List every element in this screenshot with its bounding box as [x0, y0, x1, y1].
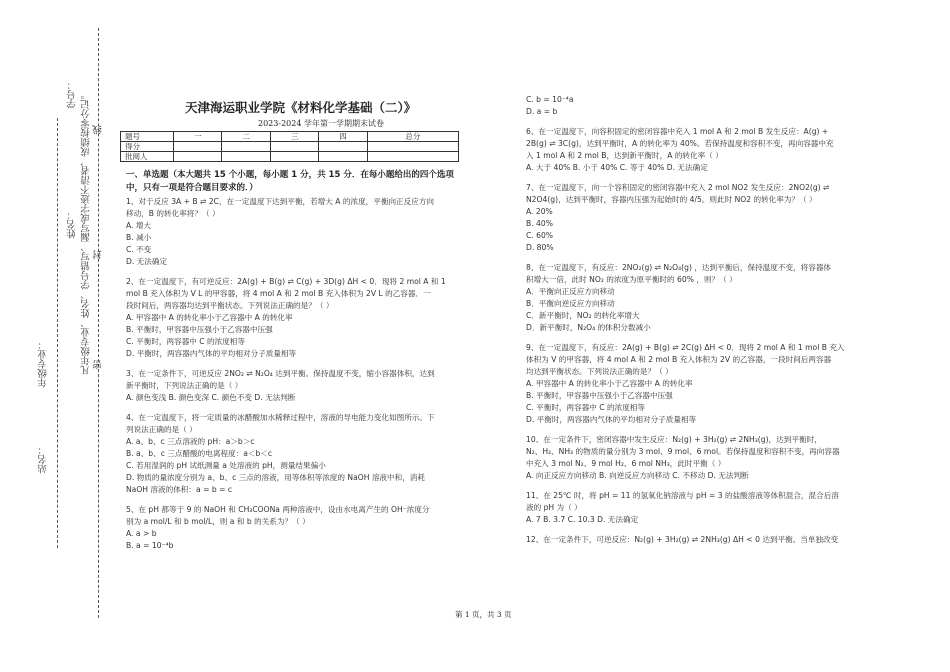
question-line: C. 若用湿润的 pH 试纸测量 a 处溶液的 pH，测量结果偏小: [126, 461, 326, 470]
question-line: 1、对于反应 3A + B ⇌ 2C，在一定温度下达到平衡，若增大 A 的浓度，平衡向正反应方向: [126, 197, 435, 206]
question-gap: [526, 334, 871, 342]
question-line: 3、在一定条件下，可逆反应 2NO₂ ⇌ N₂O₄ 达到平衡。保持温度不变，缩小容器体积，达到: [126, 369, 435, 378]
seal-char-xian: 线: [93, 125, 104, 135]
score-table-grader-row: [121, 152, 459, 162]
question-line: 别为 a mol/L 和 b mol/L，则 a 和 b 的关系为？（ ）: [126, 517, 310, 526]
question-line: A. 向正反应方向移动 B. 向逆反应方向移动 C. 不移动 D. 无法判断: [526, 471, 749, 480]
binding-dashed-line-inner: [98, 28, 99, 618]
question-gap: [126, 360, 468, 368]
left-column: [126, 196, 468, 552]
question-line: 11、在 25℃ 时，将 pH = 11 的氢氧化钠溶液与 pH = 3 的盐酸溶液等体积混合，混合后溶: [526, 491, 839, 500]
score-input-cell[interactable]: [367, 142, 458, 152]
question-line: 段时间后，两容器均达到平衡状态。下列说法正确的是？（ ）: [126, 301, 334, 310]
question-line: 4、在一定温度下，将一定质量的冰醋酸加水稀释过程中，溶液的导电能力变化如图所示。下: [126, 413, 435, 422]
question-line: NaOH 溶液的体积：a = b = c: [126, 485, 233, 494]
score-table-score-row: [121, 142, 459, 152]
question-gap: [526, 254, 871, 262]
question-line: C. 不变: [126, 245, 152, 254]
question-line: A. 7 B. 3.7 C. 10.3 D. 无法确定: [526, 515, 639, 524]
question-line: 6、在一定温度下，向容积固定的密闭容器中充入 1 mol A 和 2 mol B 发生反应：A(g) +: [526, 127, 829, 136]
question-line: A. 20%: [526, 207, 553, 216]
question-line: B. 减小: [126, 233, 152, 242]
score-cell-label: 题号: [121, 132, 174, 142]
question-line: mol B 充入体积为 V L 的甲容器，将 4 mol A 和 2 mol B 充入体积为 2V L 的乙容器．一: [126, 289, 431, 298]
binding-dashed-line-outer: [57, 118, 58, 548]
question-line: C. 平衡时，两容器中 C 的浓度相等: [526, 403, 645, 412]
question-line: C. 60%: [526, 231, 554, 240]
question-line: C．新平衡时，NO₂ 的转化率增大: [526, 311, 640, 320]
binding-label-major: 年级专业：: [38, 340, 49, 388]
question-line: A. a、b、c 三点溶液的 pH：a＞b＞c: [126, 437, 255, 446]
grader-input-cell[interactable]: [270, 152, 318, 162]
question-line: A．平衡向正反应方向移动: [526, 287, 615, 296]
question-line: B. a = 10⁻⁴b: [126, 541, 174, 550]
question-line: A. 增大: [126, 221, 152, 230]
right-column: [526, 94, 871, 546]
question-line: B. 平衡时，甲容器中压强小于乙容器中压强: [126, 325, 273, 334]
score-cell-q1: 一: [174, 132, 222, 142]
question-gap: [126, 404, 468, 412]
question-line: 7、在一定温度下，向一个容积固定的密闭容器中充入 2 mol NO2 发生反应：2NO2(g) ⇌: [526, 183, 830, 192]
question-line: C. b = 10⁻⁴a: [526, 95, 574, 104]
question-line: D. 平衡时，两容器内气体的平均相对分子质量相等: [526, 415, 697, 424]
seal-char-mi: 密: [93, 360, 104, 370]
question-line: 9、在一定温度下，有反应：2A(g) + B(g) ⇌ 2C(g) ΔH < 0．现将 2 mol A 和 1 mol B 充入: [526, 343, 845, 352]
question-line: B. a、b、c 三点醋酸的电离程度：a＜b＜c: [126, 449, 273, 458]
question-line: A. 甲容器中 A 的转化率小于乙容器中 A 的转化率: [526, 379, 693, 388]
question-line: 积增大一倍，此时 NO₂ 的浓度为原平衡时的 60% ，则？（ ）: [526, 275, 737, 284]
question-line: A. 大于 40% B. 小于 40% C. 等于 40% D. 无法确定: [526, 163, 708, 172]
score-cell-q4: 四: [319, 132, 367, 142]
question-line: D. a = b: [526, 107, 558, 116]
question-line: 移动，B 的转化率将？（ ）: [126, 209, 220, 218]
grader-input-cell[interactable]: [174, 152, 222, 162]
question-line: N2O4(g)，达到平衡时，容器内压强为起始时的 4/5。则此时 NO2 的转化率为？（ ）: [526, 195, 817, 204]
question-line: B. 平衡时，甲容器中压强小于乙容器中压强: [526, 391, 673, 400]
question-line: C. 平衡时，两容器中 C 的浓度相等: [126, 337, 245, 346]
question-line: 5、在 pH 都等于 9 的 NaOH 和 CH₃COONa 两种溶液中，设由水电离产生的 OH⁻浓度分: [126, 505, 430, 514]
question-gap: [126, 268, 468, 276]
score-cell-total: 总分: [367, 132, 458, 142]
question-line: A. 甲容器中 A 的转化率小于乙容器中 A 的转化率: [126, 313, 293, 322]
question-line: 列说法正确的是（ ）: [126, 425, 197, 434]
binding-label-id: 学号：: [67, 80, 78, 109]
question-line: D. 物质的量浓度分别为 a、b、c 三点的溶液，用等体积等浓度的 NaOH 溶液中和，消耗: [126, 473, 425, 482]
question-line: 中充入 3 mol N₂、9 mol H₂、6 mol NH₃，此时平衡（ ）: [526, 459, 726, 468]
score-cell-q2: 二: [222, 132, 270, 142]
page-footer: 第 1 页，共 3 页: [455, 610, 512, 619]
question-line: 均达到平衡状态。下列说法正确的是？（ ）: [526, 367, 673, 376]
score-input-cell[interactable]: [319, 142, 367, 152]
question-gap: [526, 482, 871, 490]
question-gap: [526, 426, 871, 434]
score-input-cell[interactable]: [222, 142, 270, 152]
question-line: D. 80%: [526, 243, 554, 252]
question-line: 新平衡时，下列说法正确的是（ ）: [126, 381, 243, 390]
question-line: D. 平衡时，两容器内气体的平均相对分子质量相等: [126, 349, 297, 358]
question-gap: [526, 174, 871, 182]
question-line: D．新平衡时，N₂O₄ 的体积分数减小: [526, 323, 651, 332]
question-line: B. 40%: [526, 219, 553, 228]
score-cell-q3: 三: [270, 132, 318, 142]
question-line: N₂、H₂、NH₃ 的物质的量分别为 3 mol、9 mol、6 mol。若保持温度和容积不变，再向容器: [526, 447, 840, 456]
score-table: [120, 131, 459, 162]
question-line: A. a > b: [126, 529, 157, 538]
grader-input-cell[interactable]: [319, 152, 367, 162]
score-input-cell[interactable]: [270, 142, 318, 152]
binding-label-station: 站名：: [38, 445, 49, 474]
question-line: 12、在一定条件下，可逆反应：N₂(g) + 3H₂(g) ⇌ 2NH₃(g) ΔH < 0 达到平衡。当单独改变: [526, 535, 839, 544]
question-gap: [526, 526, 871, 534]
question-line: B．平衡向逆反应方向移动: [526, 299, 615, 308]
question-line: D. 无法确定: [126, 257, 168, 266]
binding-label-name: 姓名：: [67, 210, 78, 239]
question-gap: [526, 118, 871, 126]
question-line: 10、在一定条件下，密闭容器中发生反应：N₂(g) + 3H₂(g) ⇌ 2NH₃(g)，达到平衡时，: [526, 435, 822, 444]
binding-note: 凡年级专业、姓名、学号错写、漏写或字迹不清者，成绩按零分记。: [81, 90, 92, 375]
grader-row-label: 批阅人: [121, 152, 174, 162]
score-row-label: 得分: [121, 142, 174, 152]
question-line: A. 颜色变浅 B. 颜色变深 C. 颜色不变 D. 无法判断: [126, 393, 296, 402]
exam-subtitle: 2023-2024 学年第一学期期末试卷: [258, 119, 384, 128]
score-input-cell[interactable]: [174, 142, 222, 152]
score-table-header-row: [121, 132, 459, 142]
question-line: 液的 pH 为（ ）: [526, 503, 582, 512]
question-gap: [126, 496, 468, 504]
grader-input-cell[interactable]: [367, 152, 458, 162]
grader-input-cell[interactable]: [222, 152, 270, 162]
question-line: 体积为 V 的甲容器，将 4 mol A 和 2 mol B 充入体积为 2V 的乙容器，一段时间后两容器: [526, 355, 832, 364]
exam-title: 天津海运职业学院《材料化学基础（二）》: [185, 100, 417, 115]
question-line: 2、在一定温度下，有可逆反应：2A(g) + B(g) ⇌ C(g) + 3D(g) ΔH < 0．现将 2 mol A 和 1: [126, 277, 446, 286]
question-line: 入 1 mol A 和 2 mol B，达到新平衡时，A 的转化率（ ）: [526, 151, 723, 160]
section-heading: 一、单选题（本大题共 15 个小题，每小题 1 分，共 15 分．在每小题给出的四个选项中，只有一项是符合题目要求的．）: [126, 170, 454, 193]
question-line: 2B(g) ⇌ 3C(g)，达到平衡时，A 的转化率为 40%。若保持温度和容积不变，再向容器中充: [526, 139, 834, 148]
question-line: 8、在一定温度下，有反应：2NO₂(g) ⇌ N₂O₄(g) ，达到平衡后，保持温度不变，将容器体: [526, 263, 832, 272]
seal-char-feng: 封: [93, 250, 104, 260]
